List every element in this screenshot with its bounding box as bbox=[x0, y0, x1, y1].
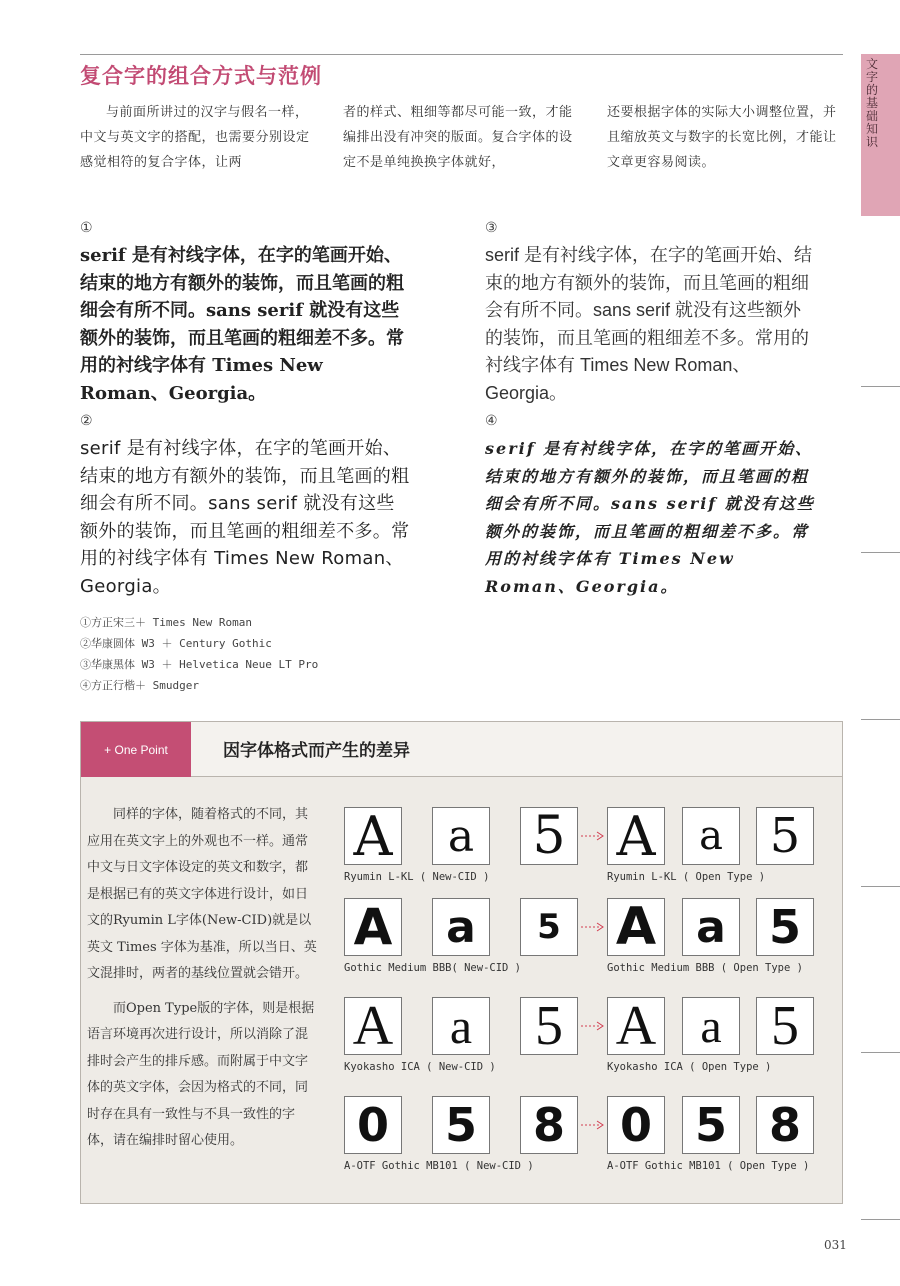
glyph-sample-new-cid: a bbox=[432, 898, 490, 956]
glyph-sample-open-type: A bbox=[607, 898, 665, 956]
one-point-title: 因字体格式而产生的差异 bbox=[223, 741, 410, 761]
glyph-sample-open-type: 5 bbox=[682, 1096, 740, 1154]
glyph-sample-open-type: 5 bbox=[756, 807, 814, 865]
glyph-sample-open-type: A bbox=[607, 807, 665, 865]
legend-item: ①方正宋三＋ Times New Roman bbox=[80, 616, 252, 629]
glyph-caption-new-cid: Ryumin L-KL ( New-CID ) bbox=[344, 871, 490, 883]
intro-column-2: 者的样式、粗细等都尽可能一致，才能编排出没有冲突的版面。复合字体的设定不是单纯换换字体就好， bbox=[343, 105, 573, 170]
side-rule bbox=[861, 552, 900, 553]
sample-number: ① bbox=[80, 220, 93, 236]
glyph-sample-new-cid: A bbox=[344, 997, 402, 1055]
sample-text-3: serif 是有衬线字体，在字的笔画开始、结束的地方有额外的装饰，而且笔画的粗细会有所不同。sans serif 就没有这些额外的装饰，而且笔画的粗细差不多。常用的衬线字体有 Times New Roman、Georgia。 bbox=[485, 245, 813, 403]
one-point-badge: + One Point bbox=[81, 722, 191, 777]
glyph-sample-new-cid: A bbox=[344, 898, 402, 956]
legend-item: ②华康圆体 W3 ＋ Century Gothic bbox=[80, 637, 272, 650]
side-rule bbox=[861, 386, 900, 387]
side-rule bbox=[861, 1052, 900, 1053]
glyph-sample-new-cid: A bbox=[344, 807, 402, 865]
glyph-sample-open-type: A bbox=[607, 997, 665, 1055]
glyph-caption-open-type: Kyokasho ICA ( Open Type ) bbox=[607, 1061, 772, 1073]
one-point-header bbox=[81, 722, 842, 777]
arrow-right-icon bbox=[581, 1119, 605, 1131]
side-rule bbox=[861, 719, 900, 720]
glyph-sample-open-type: 5 bbox=[756, 997, 814, 1055]
sample-number: ③ bbox=[485, 220, 498, 236]
chapter-tab-label: 文字的基础知识 bbox=[866, 57, 879, 149]
glyph-sample-new-cid: 5 bbox=[432, 1096, 490, 1154]
sample-number: ② bbox=[80, 413, 93, 429]
glyph-sample-new-cid: 8 bbox=[520, 1096, 578, 1154]
legend-item: ④方正行楷＋ Smudger bbox=[80, 679, 199, 692]
glyph-caption-open-type: Ryumin L-KL ( Open Type ) bbox=[607, 871, 766, 883]
page-title: 复合字的组合方式与范例 bbox=[80, 63, 322, 88]
font-legend bbox=[80, 612, 318, 696]
sample-text-1: serif 是有衬线字体，在字的笔画开始、结束的地方有额外的装饰，而且笔画的粗细会有所不同。sans serif 就没有这些额外的装饰，而且笔画的粗细差不多。常用的衬线字体有 Times New Roman、Georgia。 bbox=[80, 245, 404, 404]
page-number: 031 bbox=[824, 1238, 847, 1252]
glyph-sample-open-type: 0 bbox=[607, 1096, 665, 1154]
intro-column-1: 与前面所讲过的汉字与假名一样，中文与英文字的搭配，也需要分别设定感觉相符的复合字体，让两 bbox=[80, 105, 310, 170]
sample-number: ④ bbox=[485, 413, 498, 429]
glyph-sample-new-cid: 5 bbox=[520, 997, 578, 1055]
glyph-sample-open-type: a bbox=[682, 997, 740, 1055]
glyph-caption-new-cid: Kyokasho ICA ( New-CID ) bbox=[344, 1061, 496, 1073]
arrow-right-icon bbox=[581, 921, 605, 933]
glyph-sample-open-type: 5 bbox=[756, 898, 814, 956]
glyph-sample-open-type: 8 bbox=[756, 1096, 814, 1154]
legend-item: ③华康黑体 W3 ＋ Helvetica Neue LT Pro bbox=[80, 658, 319, 671]
glyph-caption-new-cid: A-OTF Gothic MB101 ( New-CID ) bbox=[344, 1160, 534, 1172]
glyph-caption-open-type: A-OTF Gothic MB101 ( Open Type ) bbox=[607, 1160, 810, 1172]
arrow-right-icon bbox=[581, 1020, 605, 1032]
glyph-sample-open-type: a bbox=[682, 807, 740, 865]
glyph-sample-new-cid: 5 bbox=[520, 807, 578, 865]
sample-text-2: serif 是有衬线字体，在字的笔画开始、结束的地方有额外的装饰，而且笔画的粗细会有所不同。sans serif 就没有这些额外的装饰，而且笔画的粗细差不多。常用的衬线字体有 Times New Roman、Georgia。 bbox=[80, 438, 410, 597]
one-point-box bbox=[80, 721, 843, 1204]
glyph-sample-new-cid: 5 bbox=[520, 898, 578, 956]
glyph-sample-new-cid: a bbox=[432, 807, 490, 865]
glyph-caption-open-type: Gothic Medium BBB ( Open Type ) bbox=[607, 962, 803, 974]
glyph-sample-new-cid: 0 bbox=[344, 1096, 402, 1154]
side-rule bbox=[861, 1219, 900, 1220]
intro-column-3: 还要根据字体的实际大小调整位置，并且缩放英文与数字的长宽比例，才能让文章更容易阅读。 bbox=[607, 105, 837, 170]
glyph-sample-open-type: a bbox=[682, 898, 740, 956]
side-rule bbox=[861, 886, 900, 887]
glyph-sample-new-cid: a bbox=[432, 997, 490, 1055]
glyph-caption-new-cid: Gothic Medium BBB( New-CID ) bbox=[344, 962, 522, 974]
top-rule bbox=[80, 54, 843, 55]
sample-text-4: serif 是有衬线字体，在字的笔画开始、结束的地方有额外的装饰，而且笔画的粗细会有所不同。sans serif 就没有这些额外的装饰，而且笔画的粗细差不多。常用的衬线字体有 Times New Roman、Georgia。 bbox=[485, 439, 815, 596]
one-point-paragraph: 而Open Type版的字体，则是根据语言环境再次进行设计，所以消除了混排时会产生的排斥感。而附属于中文字体的英文字体，会因为格式的不同，同时存在具有一致性与不具一致性的字体，请在编排时留心使用。 bbox=[87, 1000, 315, 1148]
one-point-paragraph: 同样的字体，随着格式的不同，其应用在英文字上的外观也不一样。通常中文与日文字体设定的英文和数字，都是根据已有的英文字体进行设计，如日文的Ryumin L字体(New-CID)就是以英文 Times 字体为基准，所以当日、英文混排时，两者的基线位置就会错开。 bbox=[87, 807, 317, 981]
one-point-body bbox=[87, 802, 319, 1163]
arrow-right-icon bbox=[581, 830, 605, 842]
